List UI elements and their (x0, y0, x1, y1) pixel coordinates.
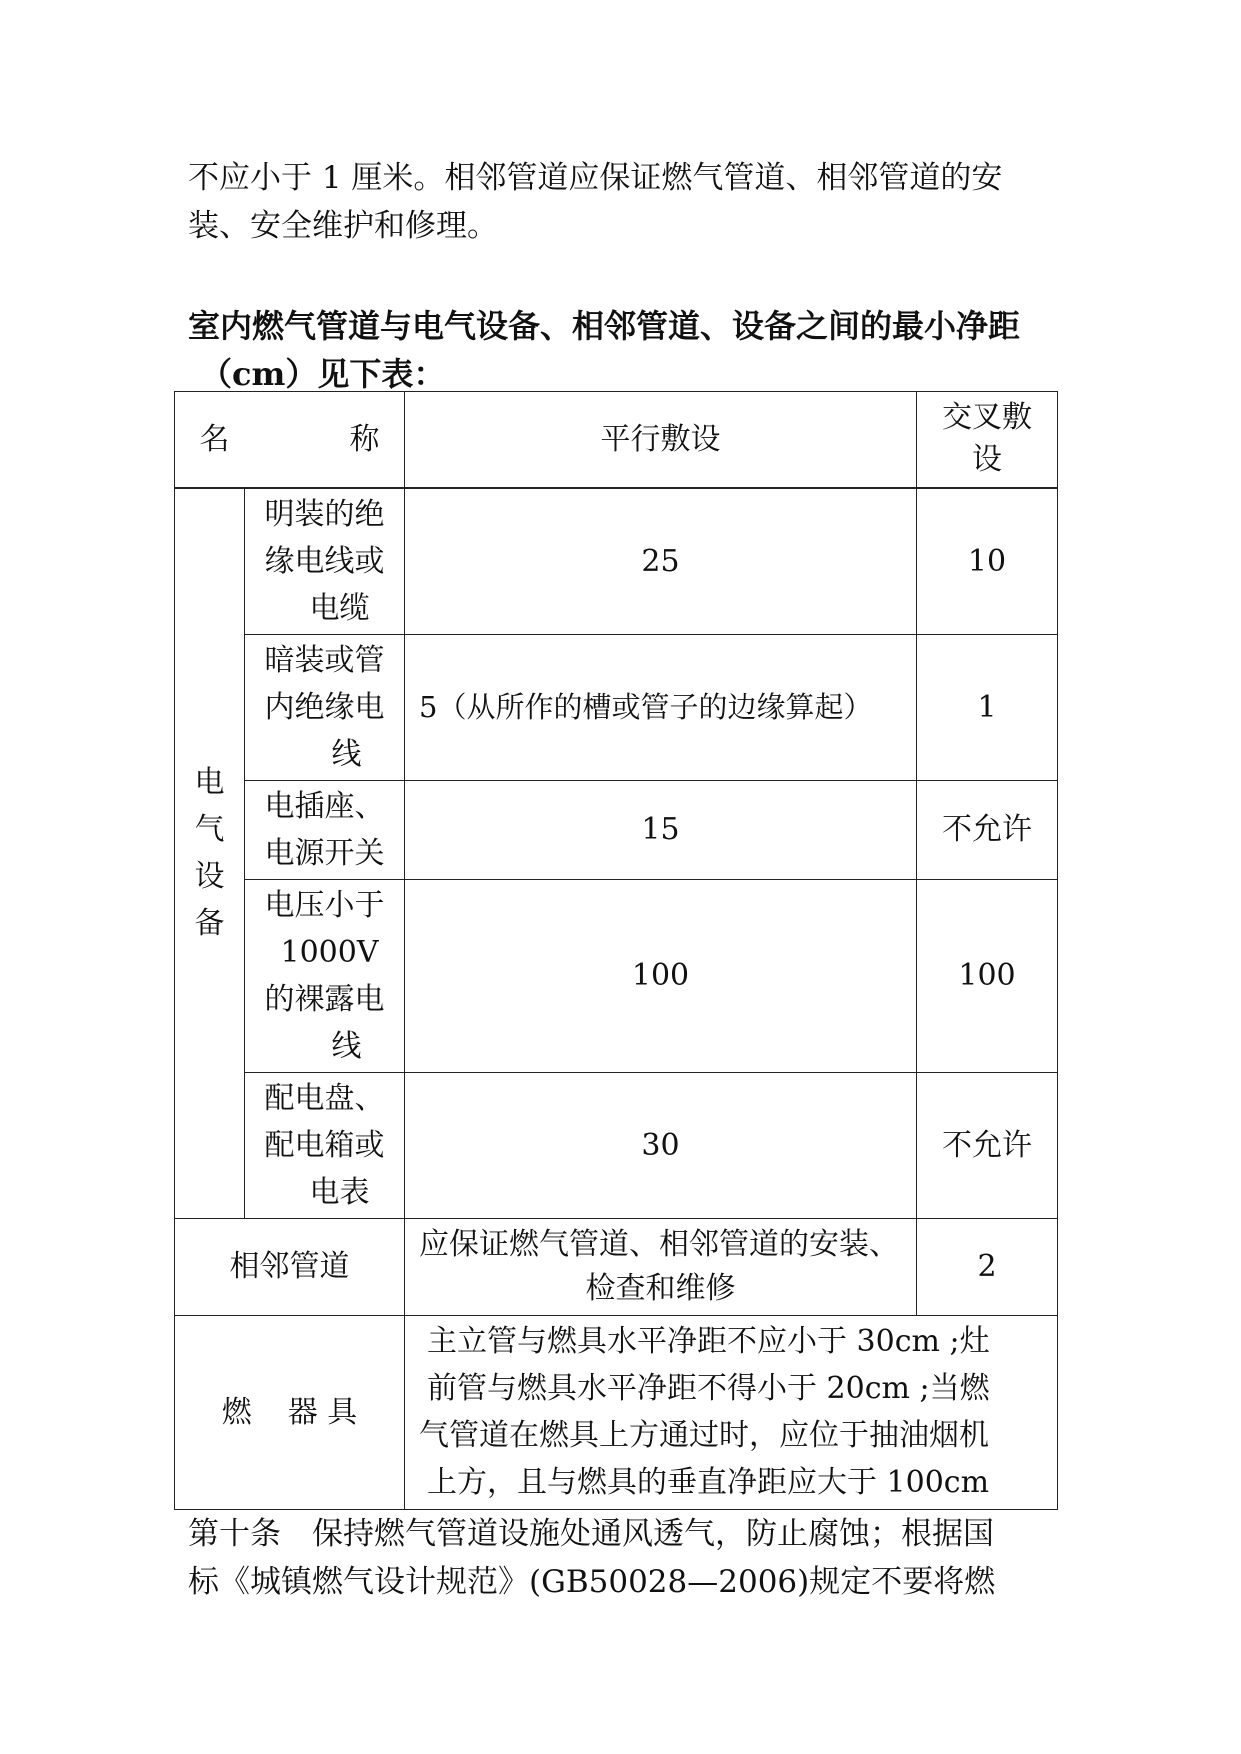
item-line: 配电箱或 (264, 1127, 385, 1163)
adjacent-note (405, 1218, 917, 1315)
header-name-left: 名 (199, 421, 230, 457)
cross-value: 1 (917, 634, 1058, 780)
item-line: 电表 (309, 1174, 370, 1210)
category-char: 备 (194, 906, 225, 941)
item-line: 的裸露电 (264, 981, 385, 1017)
cross-value: 10 (917, 488, 1058, 635)
burner-label-part: 器 具 (287, 1394, 358, 1430)
outro-paragraph (188, 1510, 1068, 1606)
item-cell (245, 1072, 405, 1218)
adjacent-label: 相邻管道 (175, 1218, 405, 1315)
table-row-burner (175, 1315, 1058, 1509)
header-name-right: 称 (349, 421, 380, 457)
category-char: 电 (194, 765, 225, 800)
burner-note-line: 气管道在燃具上方通过时，应位于抽油烟机 (419, 1418, 989, 1453)
table-row (175, 1072, 1058, 1218)
header-cross-line-1: 交叉敷 (942, 400, 1032, 436)
item-line: 配电盘、 (264, 1080, 385, 1116)
item-cell (245, 634, 405, 780)
burner-note-line: 主立管与燃具水平净距不应小于 30cm ;灶 (427, 1324, 990, 1359)
header-cross-line-2: 设 (972, 442, 1002, 478)
table-heading (188, 302, 1068, 398)
item-line: 暗装或管 (264, 642, 385, 678)
item-cell (245, 879, 405, 1072)
cross-value: 100 (917, 879, 1058, 1072)
electrical-category-cell (175, 488, 245, 1219)
header-parallel: 平行敷设 (405, 392, 917, 488)
parallel-value: 25 (405, 488, 917, 635)
table-row-adjacent (175, 1218, 1058, 1315)
burner-note-line: 上方，且与燃具的垂直净距应大于 100cm (427, 1465, 990, 1500)
burner-label (175, 1315, 405, 1509)
clearance-table (174, 391, 1058, 1510)
adjacent-cross-value: 2 (917, 1218, 1058, 1315)
burner-note (405, 1315, 1058, 1509)
table-row (175, 879, 1058, 1072)
heading-line-2: （cm）见下表： (200, 355, 446, 393)
parallel-value: 5（从所作的槽或管子的边缘算起） (405, 634, 917, 780)
cross-value: 不允许 (917, 780, 1058, 879)
item-line: 缘电线或 (264, 543, 385, 579)
parallel-value: 15 (405, 780, 917, 879)
heading-line-1: 室内燃气管道与电气设备、相邻管道、设备之间的最小净距 (188, 307, 1021, 345)
burner-note-line: 前管与燃具水平净距不得小于 20cm ;当燃 (427, 1371, 990, 1406)
intro-line-2: 装、安全维护和修理。 (188, 208, 498, 244)
table-row (175, 634, 1058, 780)
item-line: 明装的绝 (264, 496, 385, 532)
item-cell (245, 488, 405, 635)
table-header-row (175, 392, 1058, 488)
intro-paragraph (188, 154, 1068, 250)
adjacent-note-line: 检查和维修 (585, 1270, 736, 1306)
item-cell (245, 780, 405, 879)
header-name (175, 392, 405, 488)
burner-label-part: 燃 (221, 1394, 252, 1430)
table-row (175, 780, 1058, 879)
item-line: 线 (331, 736, 362, 772)
adjacent-note-line: 应保证燃气管道、相邻管道的安装、 (419, 1226, 899, 1262)
category-char: 设 (194, 859, 225, 894)
table-row (175, 488, 1058, 635)
outro-line-2: 标《城镇燃气设计规范》(GB50028—2006)规定不要将燃 (188, 1564, 996, 1600)
item-line: 电源开关 (264, 835, 385, 871)
item-line: 电插座、 (264, 788, 385, 824)
category-char: 气 (194, 812, 225, 847)
item-line: 内绝缘电 (264, 689, 385, 725)
parallel-value: 100 (405, 879, 917, 1072)
item-line: 1000V (280, 934, 379, 970)
item-line: 电缆 (309, 590, 370, 626)
cross-value: 不允许 (917, 1072, 1058, 1218)
outro-line-1: 第十条 保持燃气管道设施处通风透气，防止腐蚀；根据国 (188, 1516, 994, 1552)
item-line: 线 (331, 1028, 362, 1064)
header-cross (917, 392, 1058, 488)
intro-line-1: 不应小于 1 厘米。相邻管道应保证燃气管道、相邻管道的安 (188, 160, 1003, 196)
item-line: 电压小于 (264, 887, 385, 923)
parallel-value: 30 (405, 1072, 917, 1218)
